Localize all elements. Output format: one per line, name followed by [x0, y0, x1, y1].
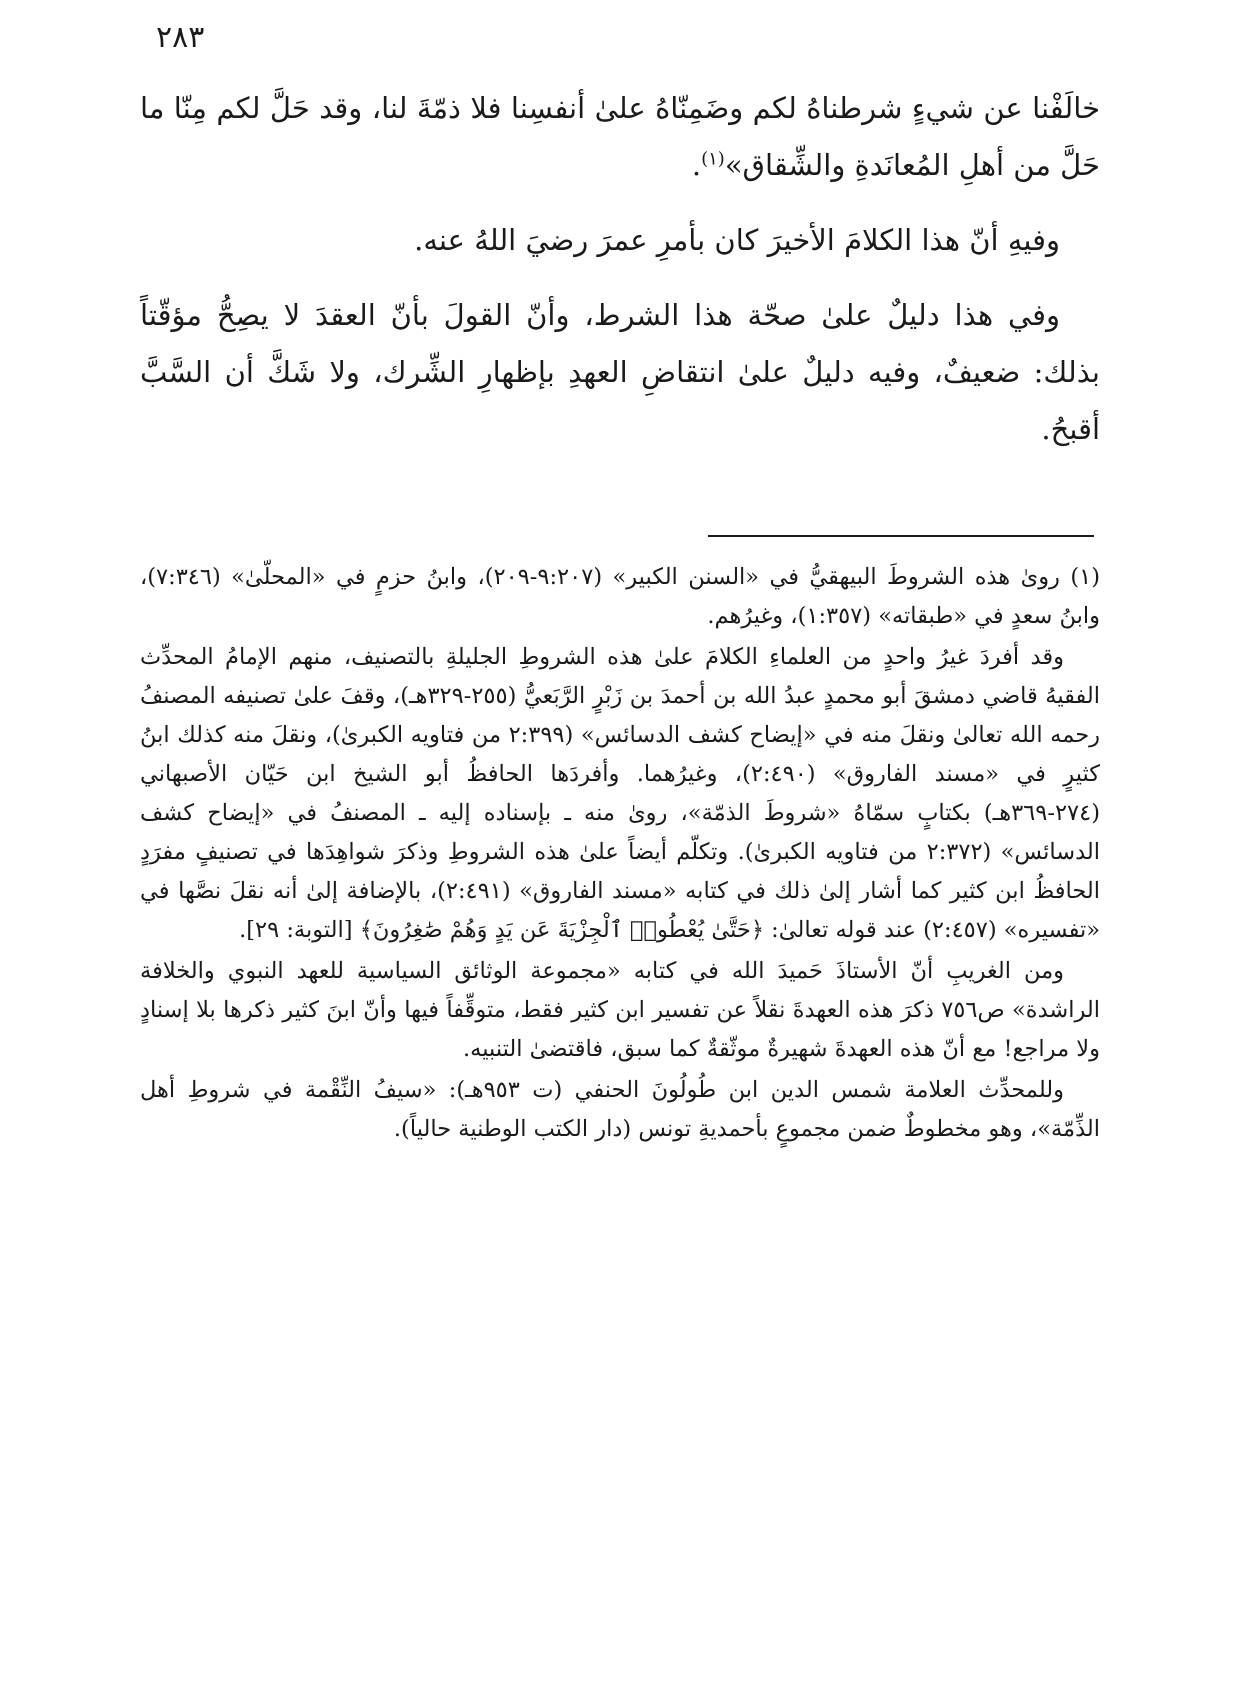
main-paragraph-1-end: .	[691, 148, 702, 182]
footnote-paragraph-2: وقد أفردَ غيرُ واحدٍ من العلماءِ الكلامَ علىٰ هذه الشروطِ الجليلةِ بالتصنيف، منهم الإمامُ المحدِّث الفقيهُ قاضي دمشقَ أبو محمدٍ عبدُ الله بن أحمدَ بن زَبْرٍ الرَّبَعيُّ (٢٥٥-٣٢٩هـ)، وقفَ علىٰ تصنيفه المصنفُ رحمه الله تعالىٰ ونقلَ منه في «إيضاح كشف الدسائس» (٢:٣٩٩ من فتاويه الكبرىٰ)، ونقلَ منه كذلك ابنُ كثيرٍ في «مسند الفاروق» (٢:٤٩٠)، وغيرُهما. وأفردَها الحافظُ أبو الشيخ ابن حَيّان الأصبهاني (٢٧٤-٣٦٩هـ) بكتابٍ سمّاهُ «شروطَ الذمّة»، رویٰ منه ـ بإسناده إليه ـ المصنفُ في «إيضاح كشف الدسائس» (٢:٣٧٢ من فتاويه الكبرىٰ). وتكلّم أيضاً علىٰ هذه الشروطِ وذكرَ شواهِدَها في تصنيفٍ مفرَدٍ الحافظُ ابن كثير كما أشار إلىٰ ذلك في كتابه «مسند الفاروق» (٢:٤٩١)، بالإضافة إلىٰ أنه نقلَ نصَّها في «تفسيره» (٢:٤٥٧) عند قوله تعالىٰ: ﴿حَتَّىٰ يُعْطُوا۟ ٱلْجِزْيَةَ عَن يَدٍ وَهُمْ صَٰغِرُونَ﴾ [التوبة: ٢٩].	[140, 644, 1101, 943]
footnote-paragraph-3: ومن الغريبِ أنّ الأستاذَ حَميدَ الله في كتابه «مجموعة الوثائق السياسية للعهد النبوي والخلافة الراشدة» ص٧٥٦ ذكرَ هذه العهدةَ نقلاً عن تفسير ابن كثير فقط، متوقِّفاً فيها وأنّ ابنَ كثير ذكرها بلا إسنادٍ ولا مراجع! مع أنّ هذه العهدةَ شهيرةٌ موثّقةٌ كما سبق، فاقتضىٰ التنبيه.	[140, 958, 1100, 1062]
main-paragraph-1	[140, 80, 1100, 194]
footnote-reference[interactable]: (١)	[701, 148, 725, 170]
main-paragraph-3: وفي هذا دليلٌ علىٰ صحّة هذا الشرط، وأنّ القولَ بأنّ العقدَ لا يصِحُّ مؤقّتاً بذلك: ضعيفٌ، وفيه دليلٌ علىٰ انتقاضِ العهدِ بإظهارِ الشِّرك، ولا شَكَّ أن السَّبَّ أقبحُ.	[140, 298, 1100, 446]
footnote-1: (١) رویٰ هذه الشروطَ البيهقيُّ في «السنن الكبير» (٩:٢٠٧-٢٠٩)، وابنُ حزمٍ في «المحلّىٰ» (٧:٣٤٦)، وابنُ سعدٍ في «طبقاته» (١:٣٥٧)، وغيرُهم.	[140, 564, 1100, 629]
footnotes	[140, 558, 1100, 1151]
main-text	[140, 80, 1100, 476]
footnote-divider	[708, 535, 1094, 537]
page-number: ٢٨٣	[156, 20, 205, 55]
main-paragraph-2: وفيهِ أنّ هذا الكلامَ الأخيرَ كان بأمرِ عمرَ رضيَ اللهُ عنه.	[414, 223, 1060, 257]
footnote-paragraph-4: وللمحدِّث العلامة شمس الدين ابن طُولُونَ الحنفي (ت ٩٥٣هـ): «سيفُ النِّقْمة في شروطِ أهل الذِّمّة»، وهو مخطوطٌ ضمن مجموعٍ بأحمديةِ تونس (دار الكتب الوطنية حالياً).	[140, 1077, 1100, 1142]
main-paragraph-1-text: خالَفْنا عن شيءٍ شرطناهُ لكم وضَمِنّاهُ علىٰ أنفسِنا فلا ذمّةَ لنا، وقد حَلَّ لكم مِنّا ما حَلَّ من أهلِ المُعانَدةِ والشِّقاق»	[140, 91, 1101, 182]
